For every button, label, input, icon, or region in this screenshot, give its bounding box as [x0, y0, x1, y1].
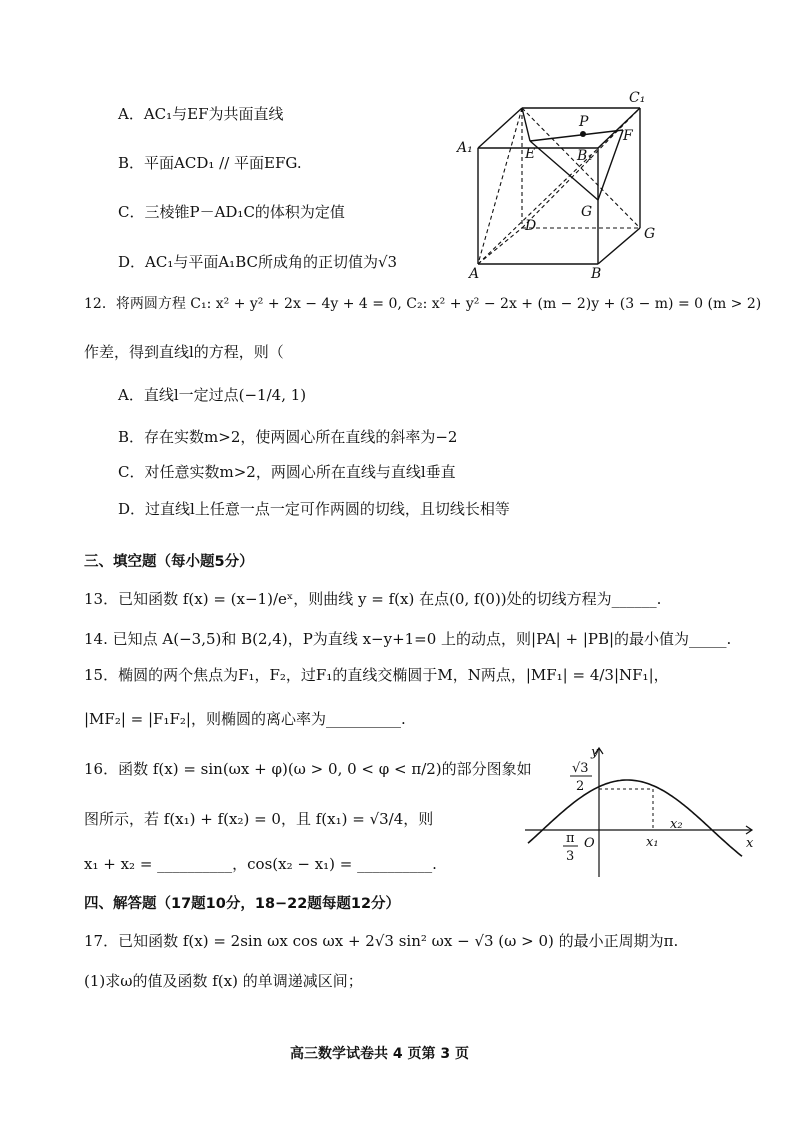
label-g: G	[644, 226, 656, 242]
graph-sqrt3: √3	[572, 761, 589, 776]
q11-option-d: D．AC₁与平面A₁BC所成角的正切值为√3	[118, 253, 398, 271]
q12-option-c: C．对任意实数m>2，两圆心所在直线与直线l垂直	[118, 463, 456, 481]
q17-line-1: 17．已知函数 f(x) = 2sin ωx cos ωx + 2√3 sin² ωx − √3 (ω > 0) 的最小正周期为π.	[84, 932, 679, 950]
q11-option-b: B．平面ACD₁ // 平面EFG.	[118, 154, 302, 172]
cube-figure	[455, 88, 665, 283]
q12-option-b: B．存在实数m>2，使两圆心所在直线的斜率为−2	[118, 428, 458, 446]
q14: 14. 已知点 A(−3,5)和 B(2,4)，P为直线 x−y+1=0 上的动点，则|PA| + |PB|的最小值为_____.	[84, 630, 732, 648]
q11-option-c: C．三棱锥P－AD₁C的体积为定值	[118, 203, 345, 221]
label-d: D	[525, 218, 537, 234]
graph-origin: O	[584, 836, 595, 851]
sine-curve	[528, 780, 742, 856]
label-c1: C₁	[629, 90, 646, 106]
label-b: B	[591, 266, 602, 282]
sine-graph	[520, 742, 760, 882]
graph-x2: x₂	[670, 817, 683, 832]
q12-option-a: A．直线l一定过点(−1/4, 1)	[118, 386, 307, 404]
label-b1: B₁	[577, 148, 593, 164]
label-f: F	[623, 128, 633, 144]
q15-line-1: 15．椭圆的两个焦点为F₁，F₂，过F₁的直线交椭圆于M，N两点，|MF₁| = 4/3|NF₁|，	[84, 666, 669, 684]
q16-line-2: 图所示，若 f(x₁) + f(x₂) = 0，且 f(x₁) = √3/4，则	[84, 810, 434, 828]
label-p: P	[579, 114, 589, 130]
label-a: A	[469, 266, 480, 282]
label-a1: A₁	[457, 140, 473, 156]
q16-line-1: 16．函数 f(x) = sin(ωx + φ)(ω > 0, 0 < φ < π/2)的部分图象如	[84, 760, 532, 778]
graph-y-label: y	[591, 745, 599, 760]
q17-line-2: (1)求ω的值及函数 f(x) 的单调递减区间；	[84, 972, 363, 990]
q12-stem-2: 作差，得到直线l的方程，则（	[84, 343, 284, 361]
section-answer-heading: 四、解答题（17题10分，18−22题每题12分）	[84, 896, 401, 912]
section-fill-in-heading: 三、填空题（每小题5分）	[84, 554, 254, 570]
q15-line-2: |MF₂| = |F₁F₂|，则椭圆的离心率为__________.	[84, 710, 406, 728]
q16-line-3: x₁ + x₂ = __________，cos(x₂ − x₁) = __________.	[84, 855, 437, 873]
q13: 13．已知函数 f(x) = (x−1)/eˣ，则曲线 y = f(x) 在点(0, f(0))处的切线方程为______.	[84, 590, 662, 608]
graph-x-label: x	[746, 836, 754, 851]
label-g-top: G	[581, 204, 593, 220]
q11-option-a: A．AC₁与EF为共面直线	[118, 105, 284, 123]
graph-two: 2	[576, 779, 585, 794]
label-e: E	[525, 146, 536, 162]
graph-pi: π	[566, 831, 575, 846]
q12-stem: 12．将两圆方程 C₁: x² + y² + 2x − 4y + 4 = 0, C₂: x² + y² − 2x + (m − 2)y + (3 − m) = 0 (m > 2)	[84, 296, 762, 312]
graph-x1: x₁	[646, 835, 659, 850]
q12-option-d: D．过直线l上任意一点一定可作两圆的切线，且切线长相等	[118, 500, 510, 518]
graph-three: 3	[566, 849, 575, 864]
page-footer: 高三数学试卷共 4 页第 3 页	[290, 1046, 469, 1062]
